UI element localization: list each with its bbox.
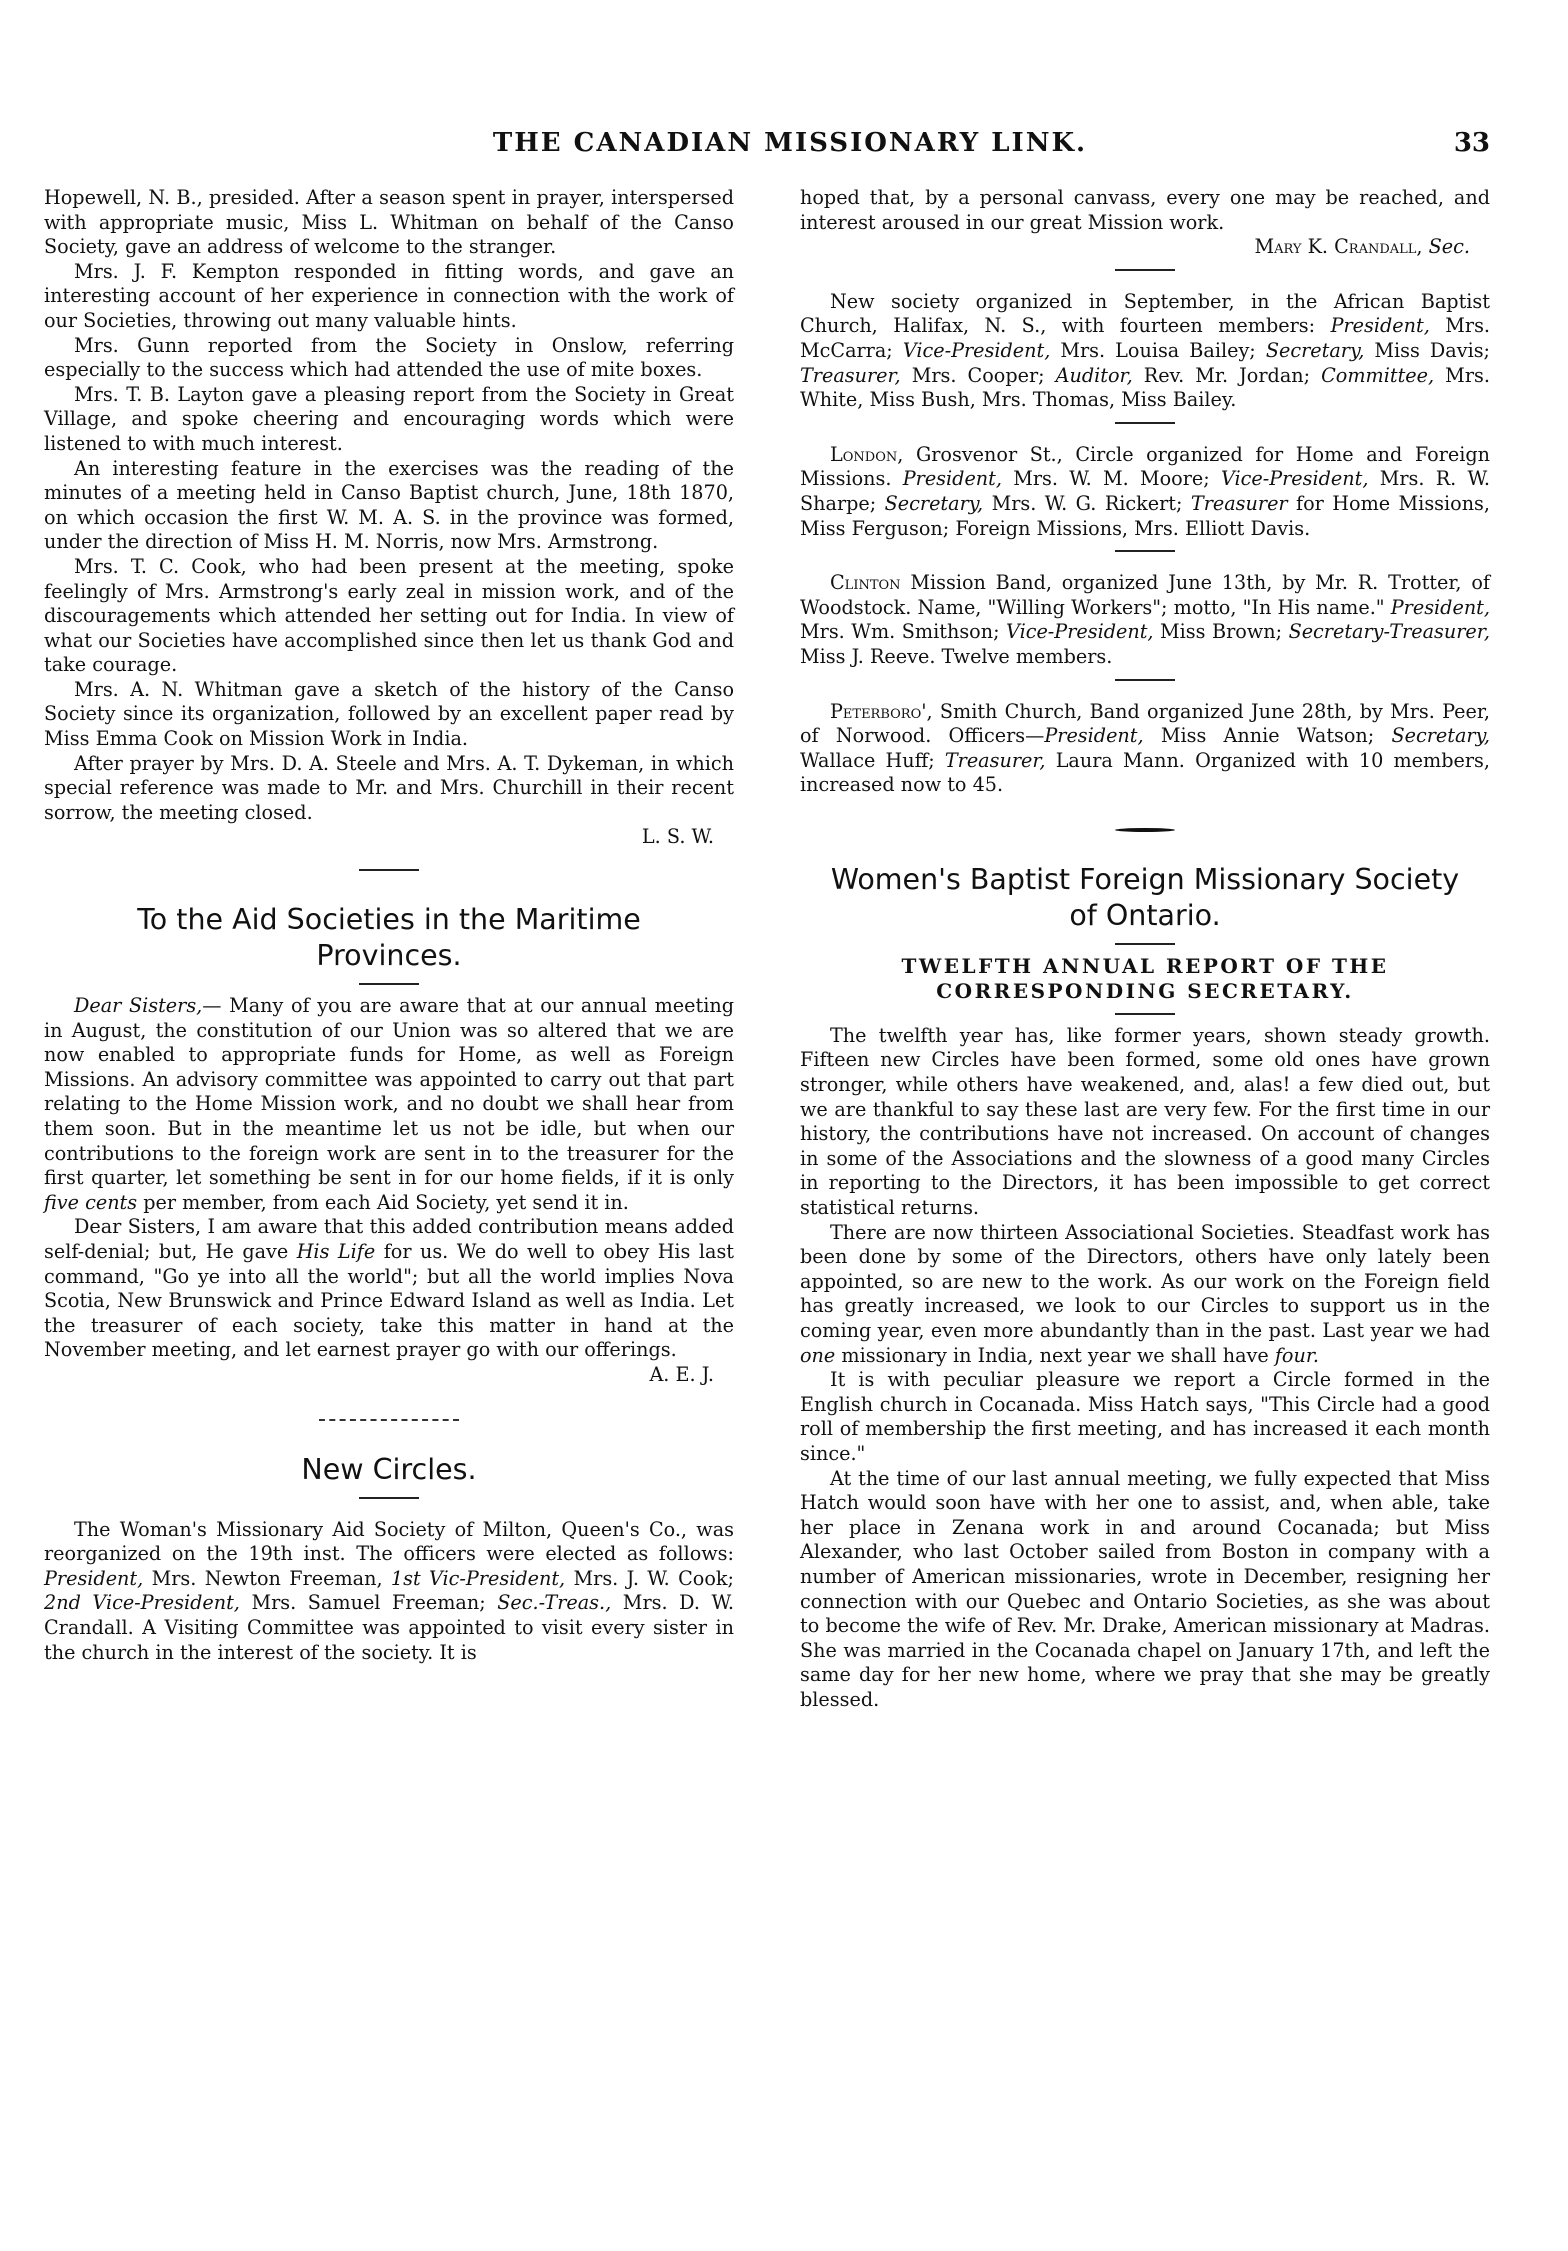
section-title-wbfms: Women's Baptist Foreign Missionary Society of Ontario. (830, 862, 1460, 932)
section-title-new-circles: New Circles. (301, 1452, 477, 1486)
running-title: THE CANADIAN MISSIONARY LINK. (492, 128, 1088, 158)
paragraph: At the time of our last annual meeting, we fully expected that Miss Hatch would soon have with her one to assist, and, when able, take her place in Zenana work in and around Cocanada; but Miss Alexander, who last October sailed from Boston in company with a number of American missionaries, wrote in December, resigning her connection with our Quebec and Ontario Societies, as she was about to become the wife of Rev. Mr. Drake, American missionary at Madras. She was married in the Cocanada chapel on January 17th, and left the same day for her new home, where we pray that she may be greatly blessed. (800, 1466, 1490, 1711)
paragraph: Dear Sisters,— Many of you are aware that at our annual meeting in August, the constitution of our Union was so altered that we are now enabled to appropriate funds for Home, as well as Foreign Missions. An advisory committee was appointed to carry out that part relating to the Home Mission work, and no doubt we shall hear from them soon. But in the meantime let us not be idle, but when our contributions to the foreign work are sent in to the treasurer for the first quarter, let something be sent in for our home fields, if it is only five cents per member, from each Aid Society, yet send it in. (44, 994, 735, 1214)
signature: A. E. J. (649, 1362, 714, 1386)
paragraph: Mrs. T. C. Cook, who had been present at the meeting, spoke feelingly of Mrs. Armstrong's early zeal in mission work, and of the discouragements which attended her setting out for India. In view of what our Societies have accomplished since then let us thank God and take courage. (44, 554, 734, 677)
separator-rule (44, 1488, 734, 1508)
separator-ornament (800, 820, 1490, 840)
separator-dashed (44, 1410, 734, 1430)
separator-rule (800, 670, 1490, 690)
separator-rule (800, 934, 1490, 954)
separator-rule (44, 974, 734, 994)
section-title-aid-societies: To the Aid Societies in the Maritime Provinces. (137, 903, 641, 973)
salutation: Dear Sisters, (74, 994, 203, 1018)
paragraph: The Woman's Missionary Aid Society of Milton, Queen's Co., was reorganized on the 19th inst. The officers were elected as follows: President, Mrs. Newton Freeman, 1st Vic-President, Mrs. J. W. Cook; 2nd Vice-President, Mrs. Samuel Freeman; Sec.-Treas., Mrs. D. W. Crandall. A Visiting Committee was appointed to visit every sister in the church in the interest of the society. It is (44, 1517, 734, 1664)
page-number: 33 (1453, 128, 1490, 158)
left-column (44, 186, 734, 2216)
paragraph: There are now thirteen Associational Societies. Steadfast work has been done by some of the Directors, others have only lately been appointed, so are new to the work. As our work on the Foreign field has greatly increased, we look to our Circles to support us in the coming year, even more abundantly than in the past. Last year we had one missionary in India, next year we shall have four. (800, 1220, 1490, 1367)
paragraph: Mrs. A. N. Whitman gave a sketch of the history of the Canso Society since its organization, followed by an excellent paper read by Miss Emma Cook on Mission Work in India. (44, 677, 734, 751)
paragraph: Dear Sisters, I am aware that this added contribution means added self-denial; but, He gave His Life for us. We do well to obey His last command, "Go ye into all the world"; but all the world implies Nova Scotia, New Brunswick and Prince Edward Island as well as India. Let the treasurer of each society, take this matter in hand at the November meeting, and let earnest prayer go with our offerings. (44, 1215, 734, 1362)
signature: L. S. W. (641, 825, 714, 849)
separator-ornament (44, 860, 734, 880)
page-header (80, 128, 1500, 168)
paragraph: After prayer by Mrs. D. A. Steele and Mrs. A. T. Dykeman, in which special reference was made to Mr. and Mrs. Churchill in their recent sorrow, the meeting closed. (44, 751, 734, 824)
paragraph: Hopewell, N. B., presided. After a season spent in prayer, interspersed with appropriate music, Miss L. Whitman on behalf of the Canso Society, gave an address of welcome to the stranger. (44, 186, 734, 259)
right-column (800, 186, 1490, 2216)
separator-rule (800, 260, 1490, 280)
separator-rule (800, 1004, 1490, 1024)
paragraph: An interesting feature in the exercises was the reading of the minutes of a meeting held in Canso Baptist church, June, 18th 1870, on which occasion the first W. M. A. S. in the province was formed, under the direction of Miss H. M. Norris, now Mrs. Armstrong. (44, 456, 734, 554)
paragraph: Peterboro', Smith Church, Band organized June 28th, by Mrs. Peer, of Norwood. Officers—President, Miss Annie Watson; Secretary, Wallace Huff; Treasurer, Laura Mann. Organized with 10 members, increased now to 45. (800, 699, 1490, 797)
separator-rule (800, 541, 1490, 561)
separator-rule (800, 413, 1490, 433)
paragraph: Clinton Mission Band, organized June 13th, by Mr. R. Trotter, of Woodstock. Name, "Willing Workers"; motto, "In His name." President, Mrs. Wm. Smithson; Vice-President, Miss Brown; Secretary-Treasurer, Miss J. Reeve. Twelve members. (800, 571, 1490, 668)
paragraph: Mrs. T. B. Layton gave a pleasing report from the Society in Great Village, and spoke cheering and encouraging words which were listened to with much interest. (44, 382, 734, 455)
paragraph: Mrs. J. F. Kempton responded in fitting words, and gave an interesting account of her experience in connection with the work of our Societies, throwing out many valuable hints. (44, 259, 734, 332)
paragraph: hoped that, by a personal canvass, every one may be reached, and interest aroused in our great Mission work. (800, 186, 1490, 234)
paragraph: The twelfth year has, like former years, shown steady growth. Fifteen new Circles have been formed, some old ones have grown stronger, while others have weakened, and, alas! a few died out, but we are thankful to say these last are very few. For the first time in our history, the contributions have not increased. On account of changes in some of the Associations and the slowness of a good many Circles in reporting to the Directors, it has been impossible to get correct statistical returns. (800, 1023, 1490, 1220)
signature: Mary K. Crandall, Sec. (1254, 235, 1470, 259)
report-subtitle: TWELFTH ANNUAL REPORT OF THE CORRESPONDING SECRETARY. (901, 953, 1389, 1003)
paragraph: It is with peculiar pleasure we report a Circle formed in the English church in Cocanada. Miss Hatch says, "This Circle had a good roll of membership the first meeting, and has increased it each month since." (800, 1368, 1490, 1465)
paragraph: Mrs. Gunn reported from the Society in Onslow, referring especially to the success which had attended the use of mite boxes. (44, 333, 734, 382)
paragraph: New society organized in September, in the African Baptist Church, Halifax, N. S., with fourteen members: President, Mrs. McCarra; Vice-President, Mrs. Louisa Bailey; Secretary, Miss Davis; Treasurer, Mrs. Cooper; Auditor, Rev. Mr. Jordan; Committee, Mrs. White, Miss Bush, Mrs. Thomas, Miss Bailey. (800, 289, 1491, 412)
paragraph: London, Grosvenor St., Circle organized for Home and Foreign Missions. President, Mrs. W. M. Moore; Vice-President, Mrs. R. W. Sharpe; Secretary, Mrs. W. G. Rickert; Treasurer for Home Missions, Miss Ferguson; Foreign Missions, Mrs. Elliott Davis. (800, 442, 1491, 540)
